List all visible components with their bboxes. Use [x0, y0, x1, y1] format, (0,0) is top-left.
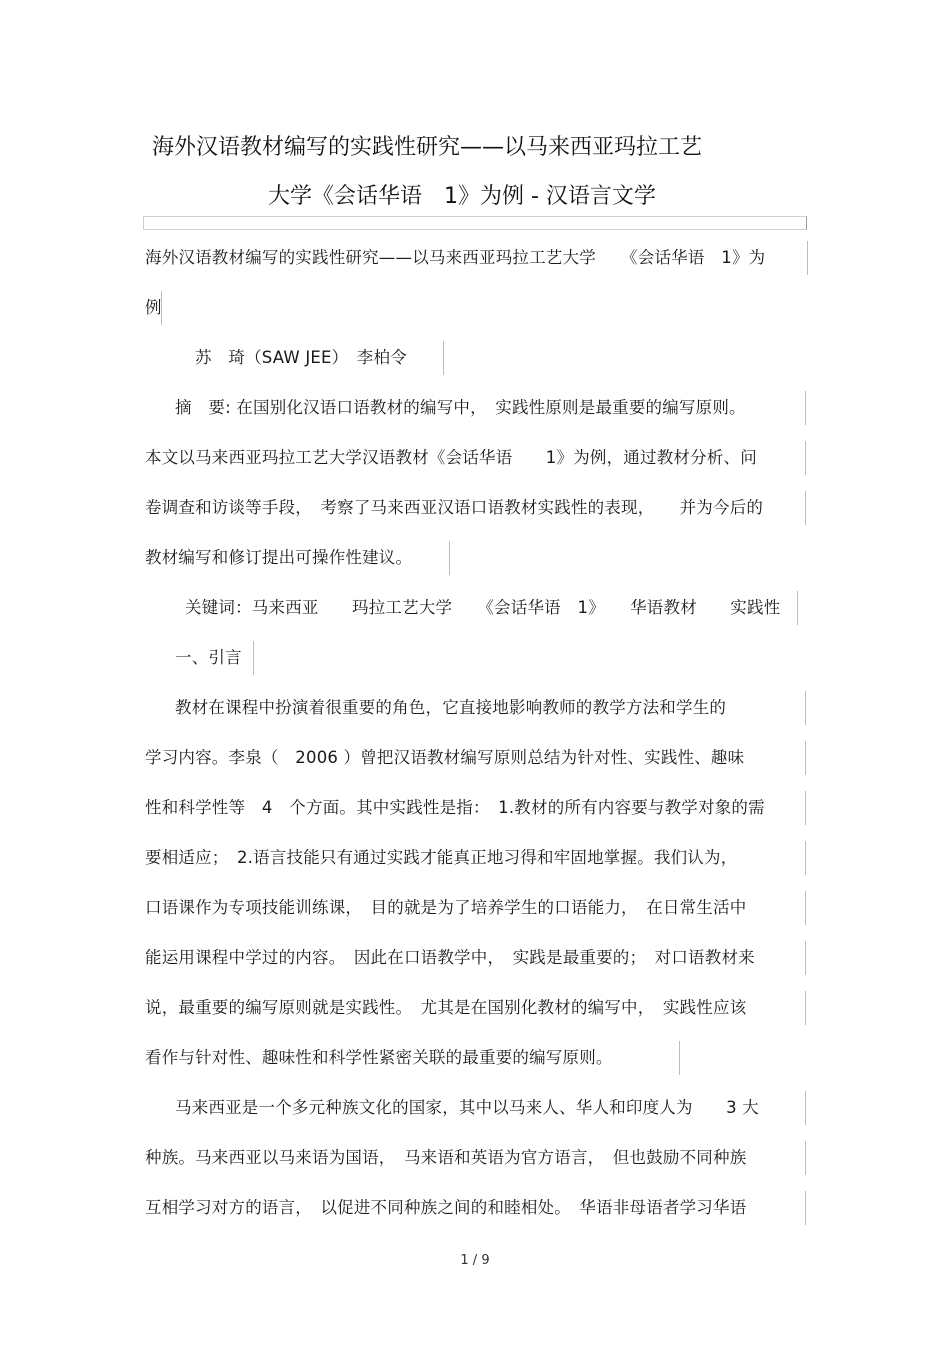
- author-line: 苏 琦（SAW JEE） 李柏令: [195, 341, 444, 375]
- body-line-7: 说，最重要的编写原则就是实践性。 尤其是在国别化教材的编写中， 实践性应该: [145, 991, 806, 1025]
- body-line-4: 要相适应； 2.语言技能只有通过实践才能真正地习得和牢固地掌握。我们认为，: [145, 841, 806, 875]
- keywords-line: 关键词：马来西亚 玛拉工艺大学 《会话华语 1》 华语教材 实践性: [185, 591, 798, 625]
- body-line-2: 学习内容。李泉（ 2006 ）曾把汉语教材编写原则总结为针对性、实践性、趣味: [145, 741, 806, 775]
- body-line-1: 教材在课程中扮演着很重要的角色，它直接地影响教师的教学方法和学生的: [175, 691, 806, 725]
- page-number: 1 / 9: [460, 1253, 490, 1268]
- abstract-line-2: 本文以马来西亚玛拉工艺大学汉语教材《会话华语 1》为例，通过教材分析、问: [145, 441, 806, 475]
- section-heading-intro: 一、引言: [175, 641, 254, 675]
- body-line-3: 性和科学性等 4 个方面。其中实践性是指： 1.教材的所有内容要与教学对象的需: [145, 791, 806, 825]
- document-title-line-1: 海外汉语教材编写的实践性研究——以马来西亚玛拉工艺: [152, 135, 703, 160]
- body-line-10: 种族。马来西亚以马来语为国语， 马来语和英语为官方语言， 但也鼓励不同种族: [145, 1141, 806, 1175]
- body-line-8: 看作与针对性、趣味性和科学性紧密关联的最重要的编写原则。: [145, 1041, 680, 1075]
- abstract-line-4: 教材编写和修订提出可操作性建议。: [145, 541, 450, 575]
- subtitle-line-1: 海外汉语教材编写的实践性研究——以马来西亚玛拉工艺大学 《会话华语 1》为: [145, 241, 808, 275]
- abstract-line-1: 摘 要: 在国别化汉语口语教材的编写中， 实践性原则是最重要的编写原则。: [175, 391, 806, 425]
- document-title-line-2: 大学《会话华语 1》为例 - 汉语言文学: [268, 184, 656, 209]
- subtitle-line-2: 例: [145, 291, 162, 325]
- title-divider-box: [143, 216, 807, 230]
- body-line-9: 马来西亚是一个多元种族文化的国家，其中以马来人、华人和印度人为 3 大: [175, 1091, 806, 1125]
- body-line-6: 能运用课程中学过的内容。 因此在口语教学中， 实践是最重要的； 对口语教材来: [145, 941, 806, 975]
- body-line-5: 口语课作为专项技能训练课， 目的就是为了培养学生的口语能力， 在日常生活中: [145, 891, 806, 925]
- abstract-line-3: 卷调查和访谈等手段， 考察了马来西亚汉语口语教材实践性的表现， 并为今后的: [145, 491, 806, 525]
- body-line-11: 互相学习对方的语言， 以促进不同种族之间的和睦相处。 华语非母语者学习华语: [145, 1191, 806, 1225]
